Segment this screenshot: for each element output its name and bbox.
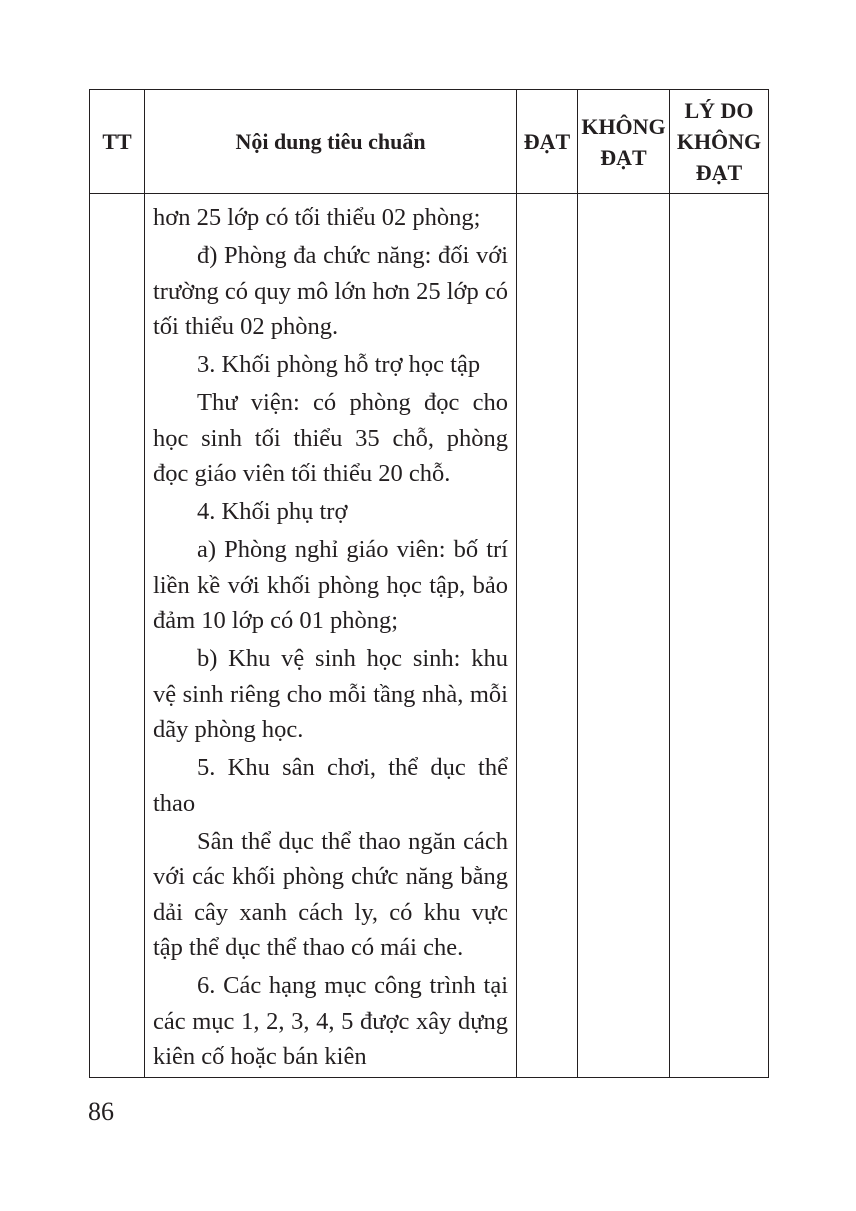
cell-dat [517,194,578,1078]
content-paragraph: Sân thể dục thể thao ngăn cách với các khối phòng chức năng bằng dải cây xanh cách ly, có khu vực tập thể dục thể thao có mái che. [153,827,508,961]
content-paragraph: 3. Khối phòng hỗ trợ học tập [197,351,481,378]
header-ly-do-line-3: ĐẠT [695,160,743,185]
header-khong-dat-line-1: KHÔNG [581,113,666,139]
header-khong-dat-line-2: ĐẠT [600,144,647,170]
content-paragraph: 4. Khối phụ trợ [197,498,348,525]
header-ly-do-line-2: KHÔNG [676,129,762,154]
cell-tt [90,194,145,1078]
header-tt: TT [90,90,145,194]
header-ly-do [670,90,769,194]
content-paragraph: a) Phòng nghỉ giáo viên: bố trí liền kề với khối phòng học tập, bảo đảm 10 lớp có 01 phòng; [153,536,508,634]
header-dat: ĐẠT [517,90,578,194]
cell-ly-do [670,194,769,1078]
content-paragraph: b) Khu vệ sinh học sinh: khu vệ sinh riêng cho mỗi tầng nhà, mỗi dãy phòng học. [153,645,508,743]
standards-table [89,89,769,1078]
content-paragraph: 5. Khu sân chơi, thể dục thể thao [153,754,508,817]
content-paragraph: đ) Phòng đa chức năng: đối với trường có quy mô lớn hơn 25 lớp có tối thiểu 02 phòng. [153,242,508,340]
header-content: Nội dung tiêu chuẩn [145,90,517,194]
cell-content [145,194,517,1078]
content-paragraph: 6. Các hạng mục công trình tại các mục 1, 2, 3, 4, 5 được xây dựng kiên cố hoặc bán kiên [153,972,508,1070]
table-header-row [90,90,769,194]
cell-khong-dat [578,194,670,1078]
page-number: 86 [88,1097,114,1126]
table-row [90,194,769,1078]
content-paragraph: hơn 25 lớp có tối thiểu 02 phòng; [153,204,481,231]
header-ly-do-line-1: LÝ DO [684,98,754,123]
header-khong-dat [578,90,670,194]
content-paragraph: Thư viện: có phòng đọc cho học sinh tối thiểu 35 chỗ, phòng đọc giáo viên tối thiểu 20 chỗ. [153,389,508,487]
